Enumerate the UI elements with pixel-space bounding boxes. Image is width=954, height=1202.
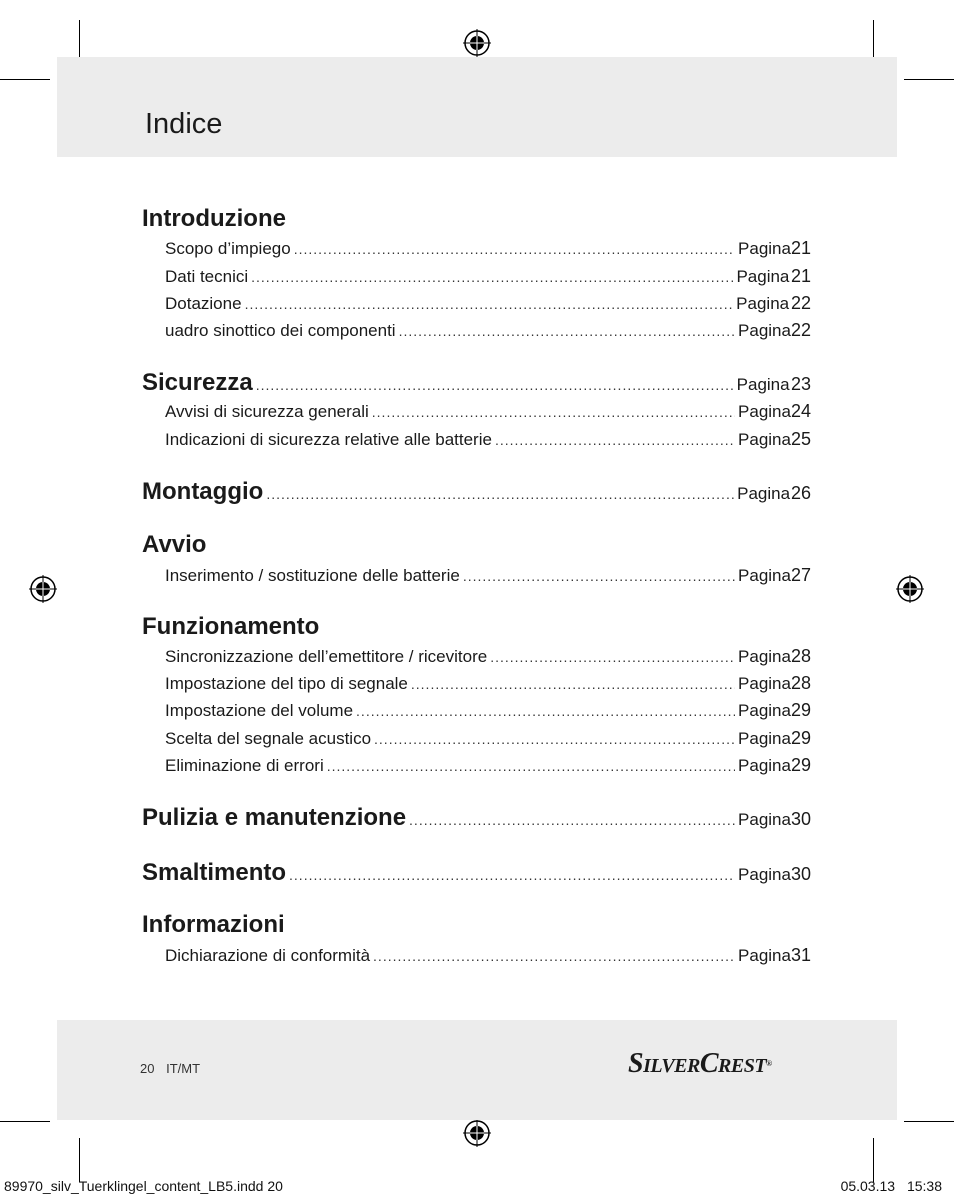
toc-entry[interactable] — [165, 319, 811, 341]
page-title: Indice — [145, 108, 223, 140]
dot-leader — [356, 700, 735, 722]
page-word: Pagina — [738, 946, 791, 965]
page-number: 21 — [790, 266, 811, 286]
toc-entry-label: Dati tecnici — [165, 267, 249, 286]
print-slug-file: 89970_silv_Tuerklingel_content_LB5.indd 20 — [4, 1178, 283, 1194]
print-slug-date: 05.03.13 — [840, 1178, 896, 1194]
page-number: 27 — [790, 565, 811, 585]
toc-entry[interactable] — [165, 400, 811, 422]
page-word: Pagina — [736, 375, 790, 394]
toc-entry[interactable] — [165, 237, 811, 259]
toc-entry-label: Impostazione del volume — [165, 701, 354, 720]
section-heading-informazioni: Informazioni — [142, 911, 285, 938]
page-word: Pagina — [738, 865, 791, 884]
toc-entry[interactable] — [165, 672, 811, 694]
footer-page-info — [140, 1061, 208, 1076]
page-number: 22 — [790, 293, 811, 313]
toc-heading-entry-sicurezza[interactable] — [142, 368, 811, 398]
page-number: 28 — [790, 673, 811, 693]
dot-leader — [251, 266, 733, 288]
dot-leader — [409, 805, 735, 835]
page-word: Pagina — [738, 321, 791, 340]
page-number: 29 — [790, 755, 811, 775]
toc-entry-label: Scopo d’impiego — [165, 239, 291, 258]
toc-heading-entry-smaltimento[interactable] — [142, 858, 811, 888]
section-heading-introduzione: Introduzione — [142, 205, 286, 232]
toc-heading-entry-montaggio[interactable] — [142, 477, 811, 507]
page-word: Pagina — [738, 647, 791, 666]
page-word: Pagina — [738, 729, 791, 748]
toc-entry-label: Indicazioni di sicurezza relative alle batterie — [165, 430, 492, 449]
toc-heading-entry-pulizia[interactable] — [142, 803, 811, 833]
page-word: Pagina — [738, 402, 791, 421]
dot-leader — [411, 673, 735, 695]
page-number: 22 — [790, 320, 811, 340]
dot-leader — [490, 646, 735, 668]
page-word: Pagina — [738, 430, 791, 449]
section-heading: Montaggio — [142, 478, 264, 505]
toc-entry-label: Sincronizzazione dell’emettitore / ricevitore — [165, 647, 488, 666]
dot-leader — [463, 565, 735, 587]
page-number: 31 — [790, 945, 811, 965]
page-word: Pagina — [736, 267, 790, 286]
toc-entry-label: Avvisi di sicurezza generali — [165, 402, 369, 421]
toc-entry[interactable] — [165, 564, 811, 586]
section-heading-funzionamento: Funzionamento — [142, 613, 320, 640]
toc-entry[interactable] — [165, 292, 811, 314]
footer-page-number: 20 — [140, 1061, 155, 1076]
crop-mark — [904, 1121, 954, 1122]
section-heading: Smaltimento — [142, 859, 287, 886]
footer-locale: IT/MT — [166, 1061, 201, 1076]
toc-entry-label: uadro sinottico dei componenti — [165, 321, 396, 340]
page-number: 23 — [790, 374, 811, 394]
toc-entry-label: Impostazione del tipo di segnale — [165, 674, 408, 693]
dot-leader — [266, 479, 734, 509]
toc-entry[interactable] — [165, 727, 811, 749]
print-slug-time: 15:38 — [906, 1178, 942, 1194]
print-slug-datetime — [841, 1178, 942, 1194]
page-word: Pagina — [738, 756, 791, 775]
toc-entry[interactable] — [165, 944, 811, 966]
dot-leader — [294, 238, 735, 260]
dot-leader — [373, 945, 735, 967]
toc-entry-label: Inserimento / sostituzione delle batterie — [165, 566, 460, 585]
page-number: 24 — [790, 401, 811, 421]
page-number: 29 — [790, 700, 811, 720]
toc-entry[interactable] — [165, 699, 811, 721]
toc-entry[interactable] — [165, 265, 811, 287]
registration-mark-icon — [463, 1119, 491, 1147]
page-word: Pagina — [738, 810, 791, 829]
dot-leader — [327, 755, 735, 777]
section-heading: Sicurezza — [142, 369, 253, 396]
page-word: Pagina — [738, 701, 791, 720]
toc-entry[interactable] — [165, 754, 811, 776]
toc-entry-label: Dichiarazione di conformità — [165, 946, 371, 965]
section-heading: Pulizia e manutenzione — [142, 804, 407, 831]
dot-leader — [256, 370, 734, 400]
crop-mark — [79, 1138, 80, 1182]
toc-entry[interactable] — [165, 645, 811, 667]
page-number: 28 — [790, 646, 811, 666]
dot-leader — [399, 320, 735, 342]
dot-leader — [372, 401, 735, 423]
toc-entry-label: Eliminazione di errori — [165, 756, 324, 775]
page-number: 26 — [790, 483, 811, 503]
page-number: 25 — [790, 429, 811, 449]
page-number: 30 — [790, 809, 811, 829]
dot-leader — [245, 293, 734, 315]
dot-leader — [289, 860, 735, 890]
dot-leader — [495, 429, 735, 451]
page-number: 21 — [790, 238, 811, 258]
page-word: Pagina — [738, 674, 791, 693]
section-heading-avvio: Avvio — [142, 531, 207, 558]
page-number: 30 — [790, 864, 811, 884]
silvercrest-logo: SILVERCREST® — [628, 1048, 772, 1079]
toc-entry-label: Dotazione — [165, 294, 242, 313]
crop-mark — [873, 1138, 874, 1182]
dot-leader — [374, 728, 735, 750]
page-word: Pagina — [736, 294, 790, 313]
page-number: 29 — [790, 728, 811, 748]
page-word: Pagina — [738, 239, 791, 258]
toc-entry[interactable] — [165, 428, 811, 450]
page-word: Pagina — [737, 484, 791, 503]
crop-mark — [0, 1121, 50, 1122]
page-word: Pagina — [738, 566, 791, 585]
toc-entry-label: Scelta del segnale acustico — [165, 729, 372, 748]
